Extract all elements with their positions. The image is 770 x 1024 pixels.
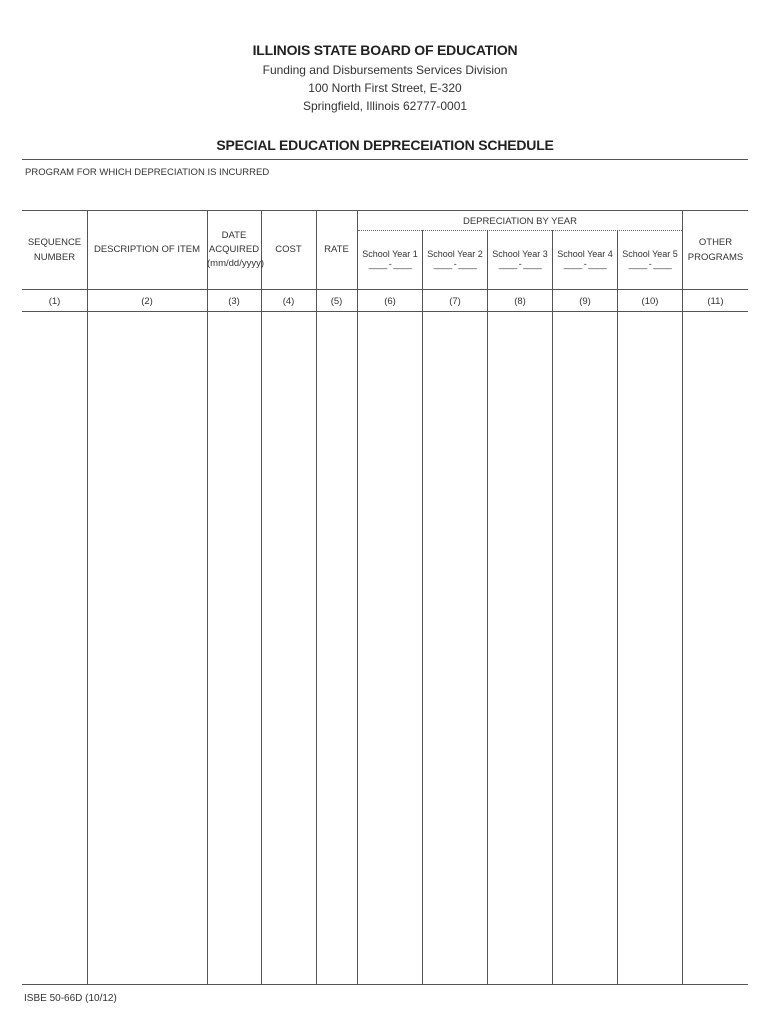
table-bottom-rule	[22, 984, 748, 985]
col-header-sequence: SEQUENCE NUMBER	[27, 237, 82, 263]
col-number-5: (5)	[330, 296, 343, 307]
col-number-8: (8)	[514, 296, 526, 307]
col-header-school-year-3: School Year 3 ____ - ____	[492, 249, 548, 269]
school-year-4-column[interactable]	[553, 312, 617, 984]
date-acquired-column[interactable]	[208, 312, 261, 984]
col-number-4: (4)	[282, 296, 295, 307]
address-line-2: Springfield, Illinois 62777-0001	[302, 99, 468, 113]
col-number-10: (10)	[641, 296, 659, 307]
rate-column[interactable]	[317, 312, 357, 984]
school-year-1-column[interactable]	[358, 312, 422, 984]
description-column[interactable]	[88, 312, 207, 984]
col-header-school-year-2: School Year 2 ____ - ____	[427, 249, 483, 269]
col-number-9: (9)	[579, 296, 591, 307]
table-top-rule	[22, 210, 748, 211]
other-programs-column[interactable]	[683, 312, 748, 984]
col-header-description: DESCRIPTION OF ITEM	[93, 244, 201, 255]
col-header-school-year-1: School Year 1 ____ - ____	[362, 249, 418, 269]
form-title: SPECIAL EDUCATION DEPRECEIATION SCHEDULE	[216, 137, 554, 153]
school-year-2-column[interactable]	[423, 312, 487, 984]
group-underline	[358, 230, 682, 231]
title-rule	[22, 159, 748, 160]
address-line-1: 100 North First Street, E-320	[308, 81, 462, 95]
col-number-6: (6)	[384, 296, 396, 307]
form-number: ISBE 50-66D (10/12)	[24, 993, 117, 1004]
col-number-1: (1)	[48, 296, 61, 307]
col-number-11: (11)	[707, 296, 724, 307]
sequence-number-column[interactable]	[22, 312, 87, 984]
division-name: Funding and Disbursements Services Division	[262, 63, 508, 77]
school-year-5-column[interactable]	[618, 312, 682, 984]
program-label: PROGRAM FOR WHICH DEPRECIATION IS INCURRED	[25, 167, 270, 178]
col-header-school-year-5: School Year 5 ____ - ____	[622, 249, 678, 269]
col-header-school-year-4: School Year 4 ____ - ____	[557, 249, 613, 269]
cost-column[interactable]	[262, 312, 316, 984]
depreciation-table	[22, 210, 748, 985]
agency-name: ILLINOIS STATE BOARD OF EDUCATION	[252, 42, 518, 58]
col-number-3: (3)	[228, 296, 240, 307]
col-header-cost: COST	[275, 244, 302, 255]
col-header-other-programs: OTHER PROGRAMS	[687, 237, 744, 263]
col-header-date-acquired: DATE ACQUIRED (mm/dd/yyyy)	[207, 230, 264, 269]
col-header-rate: RATE	[324, 244, 349, 255]
col-number-7: (7)	[449, 296, 461, 307]
col-number-2: (2)	[141, 296, 153, 307]
depreciation-by-year-header: DEPRECIATION BY YEAR	[462, 216, 578, 227]
program-field[interactable]	[22, 180, 748, 206]
header-bottom-rule	[22, 289, 748, 290]
school-year-3-column[interactable]	[488, 312, 552, 984]
